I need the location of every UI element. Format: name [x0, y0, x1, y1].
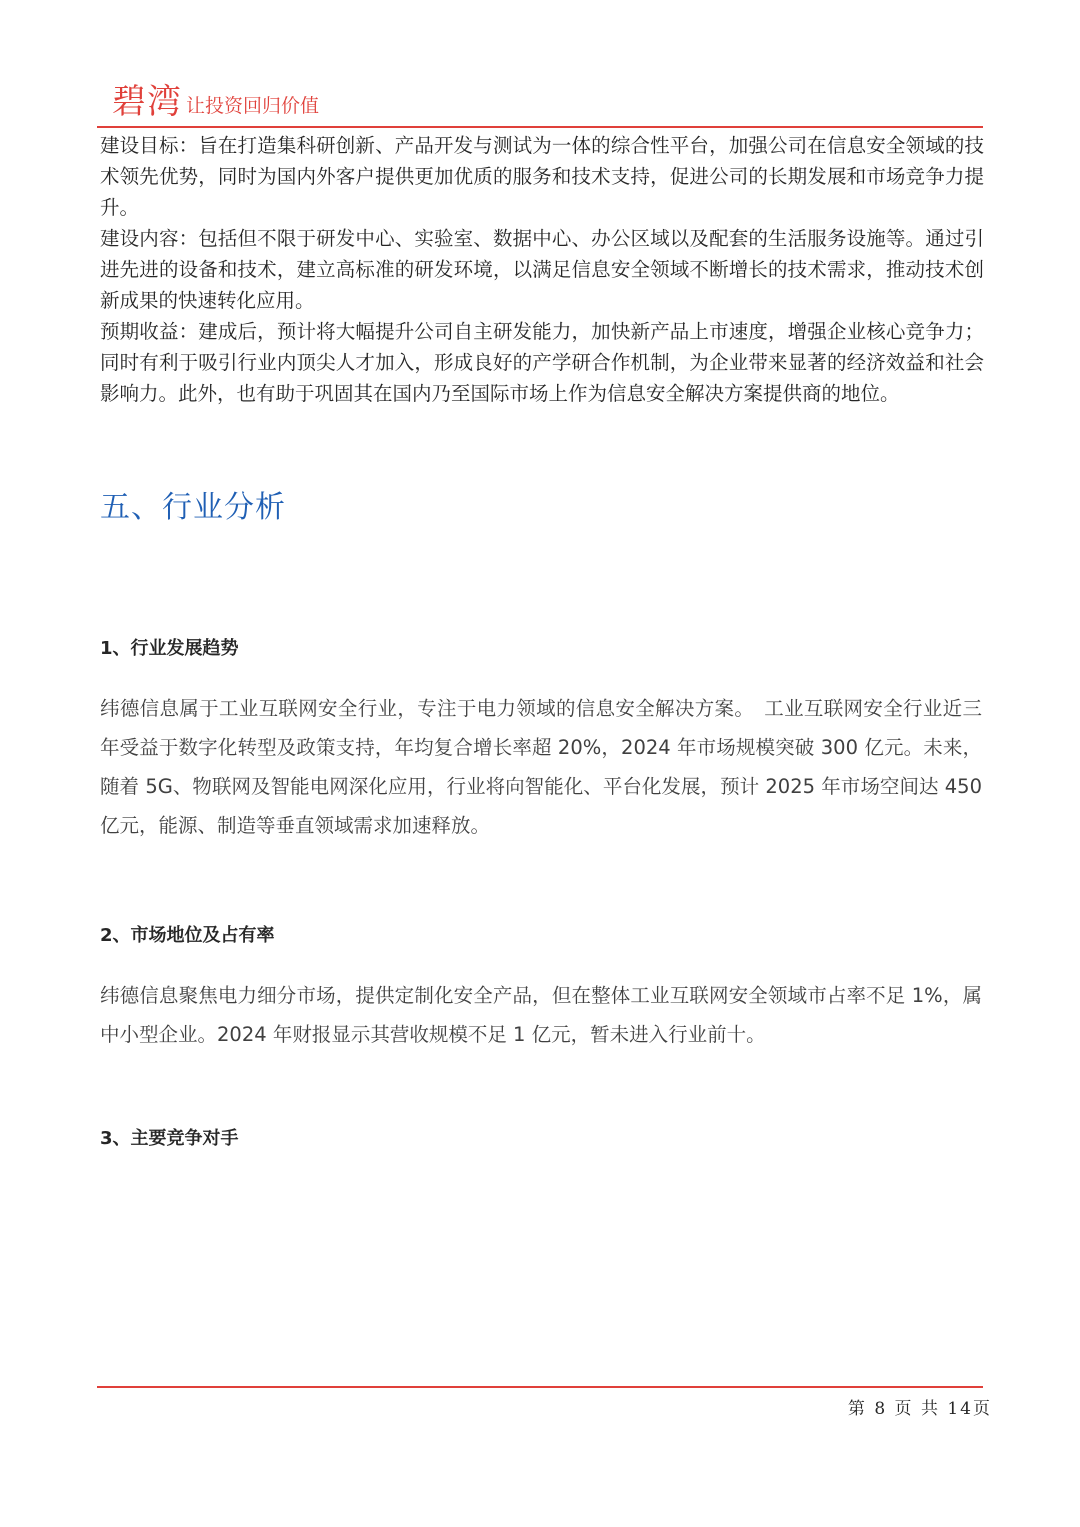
expected-benefit-paragraph: 预期收益：建成后，预计将大幅提升公司自主研发能力，加快新产品上市速度，增强企业核心竞争力；同时有利于吸引行业内顶尖人才加入，形成良好的产学研合作机制，为企业带来显著的经济效益和社会影响力。此外，也有助于巩固其在国内乃至国际市场上作为信息安全解决方案提供商的地位。 [100, 320, 984, 405]
subsection-heading-trend: 1、行业发展趋势 [100, 638, 239, 659]
header-divider [97, 126, 983, 128]
brand-slogan: 让投资回归价值 [186, 95, 320, 117]
industry-trend-paragraph: 纬德信息属于工业互联网安全行业，专注于电力领域的信息安全解决方案。 工业互联网安全行业近三年受益于数字化转型及政策支持，年均复合增长率超 20%，2024 年市场规模突破 300 亿元。未来，随着 5G、物联网及智能电网深化应用，行业将向智能化、平台化发展，预计 2025 年市场空间达 450 亿元，能源、制造等垂直领域需求加速释放。 [100, 697, 982, 837]
section-title: 五、行业分析 [100, 490, 286, 525]
report-header [112, 78, 319, 122]
footer-divider [97, 1386, 983, 1388]
construction-content-paragraph: 建设内容：包括但不限于研发中心、实验室、数据中心、办公区域以及配套的生活服务设施等。通过引进先进的设备和技术，建立高标准的研发环境，以满足信息安全领域不断增长的技术需求，推动技术创新成果的快速转化应用。 [100, 227, 984, 312]
subsection-heading-market-position: 2、市场地位及占有率 [100, 925, 275, 946]
page-number: 第 8 页 共 14页 [847, 1399, 992, 1419]
construction-goal-paragraph: 建设目标：旨在打造集科研创新、产品开发与测试为一体的综合性平台，加强公司在信息安全领域的技术领先优势，同时为国内外客户提供更加优质的服务和技术支持，促进公司的长期发展和市场竞争力提升。 [100, 134, 984, 219]
brand-logo-text: 碧湾 [112, 82, 182, 122]
subsection-heading-competitors: 3、主要竞争对手 [100, 1128, 239, 1149]
market-position-paragraph: 纬德信息聚焦电力细分市场，提供定制化安全产品，但在整体工业互联网安全领域市占率不足 1%，属中小型企业。2024 年财报显示其营收规模不足 1 亿元，暂未进入行业前十。 [100, 984, 982, 1046]
